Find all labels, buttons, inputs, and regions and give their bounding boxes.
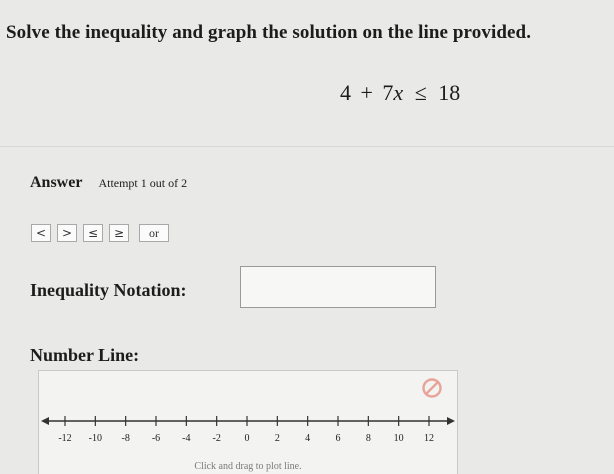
number-line[interactable]: [39, 409, 457, 449]
question-instruction: Solve the inequality and graph the solution on the line provided.: [6, 22, 532, 43]
greater-equal-button[interactable]: ≥: [109, 224, 129, 242]
number-line-tick-label: -12: [58, 433, 72, 444]
number-line-tick-label: -6: [151, 433, 161, 444]
number-line-tick-label: 8: [365, 433, 371, 444]
number-line-tick-label: 12: [424, 433, 434, 444]
number-line-label: Number Line:: [30, 345, 140, 365]
or-button[interactable]: or: [139, 224, 169, 242]
number-line-tick-label: -4: [182, 433, 191, 444]
number-line-tick-label: 2: [274, 433, 280, 444]
number-line-tick-label: 4: [305, 433, 311, 444]
right-hand-side: 18: [438, 80, 461, 105]
number-line-tick-label: -2: [212, 433, 221, 444]
variable: x: [393, 80, 404, 105]
number-line-tick-label: 0: [244, 433, 250, 444]
number-line-tick-label: 10: [393, 433, 404, 444]
constant: 4: [340, 80, 351, 105]
left-arrow-icon: [41, 417, 49, 425]
right-arrow-icon: [447, 417, 455, 425]
inequality-notation-input[interactable]: [240, 266, 436, 308]
less-equal-button[interactable]: ≤: [83, 224, 103, 242]
coefficient: 7: [382, 80, 394, 105]
greater-than-button[interactable]: >: [57, 224, 77, 242]
number-line-tick-label: -8: [121, 433, 130, 444]
inequality-expression: [340, 80, 460, 106]
number-line-tick-label: 6: [335, 433, 341, 444]
no-entry-circle-icon[interactable]: [421, 377, 443, 399]
answer-header: [30, 174, 187, 192]
attempt-counter: Attempt 1 out of 2: [98, 176, 188, 190]
plus-operator: +: [360, 80, 373, 105]
relation-operator: ≤: [414, 80, 427, 105]
number-line-panel[interactable]: [38, 370, 458, 474]
number-line-hint: Click and drag to plot line.: [194, 461, 302, 472]
less-than-button[interactable]: <: [31, 224, 51, 242]
section-divider: [0, 146, 614, 147]
number-line-tick-label: -10: [88, 433, 103, 444]
symbol-toolbar: [31, 224, 169, 242]
inequality-notation-label: Inequality Notation:: [30, 280, 187, 300]
answer-label: Answer: [30, 174, 83, 191]
